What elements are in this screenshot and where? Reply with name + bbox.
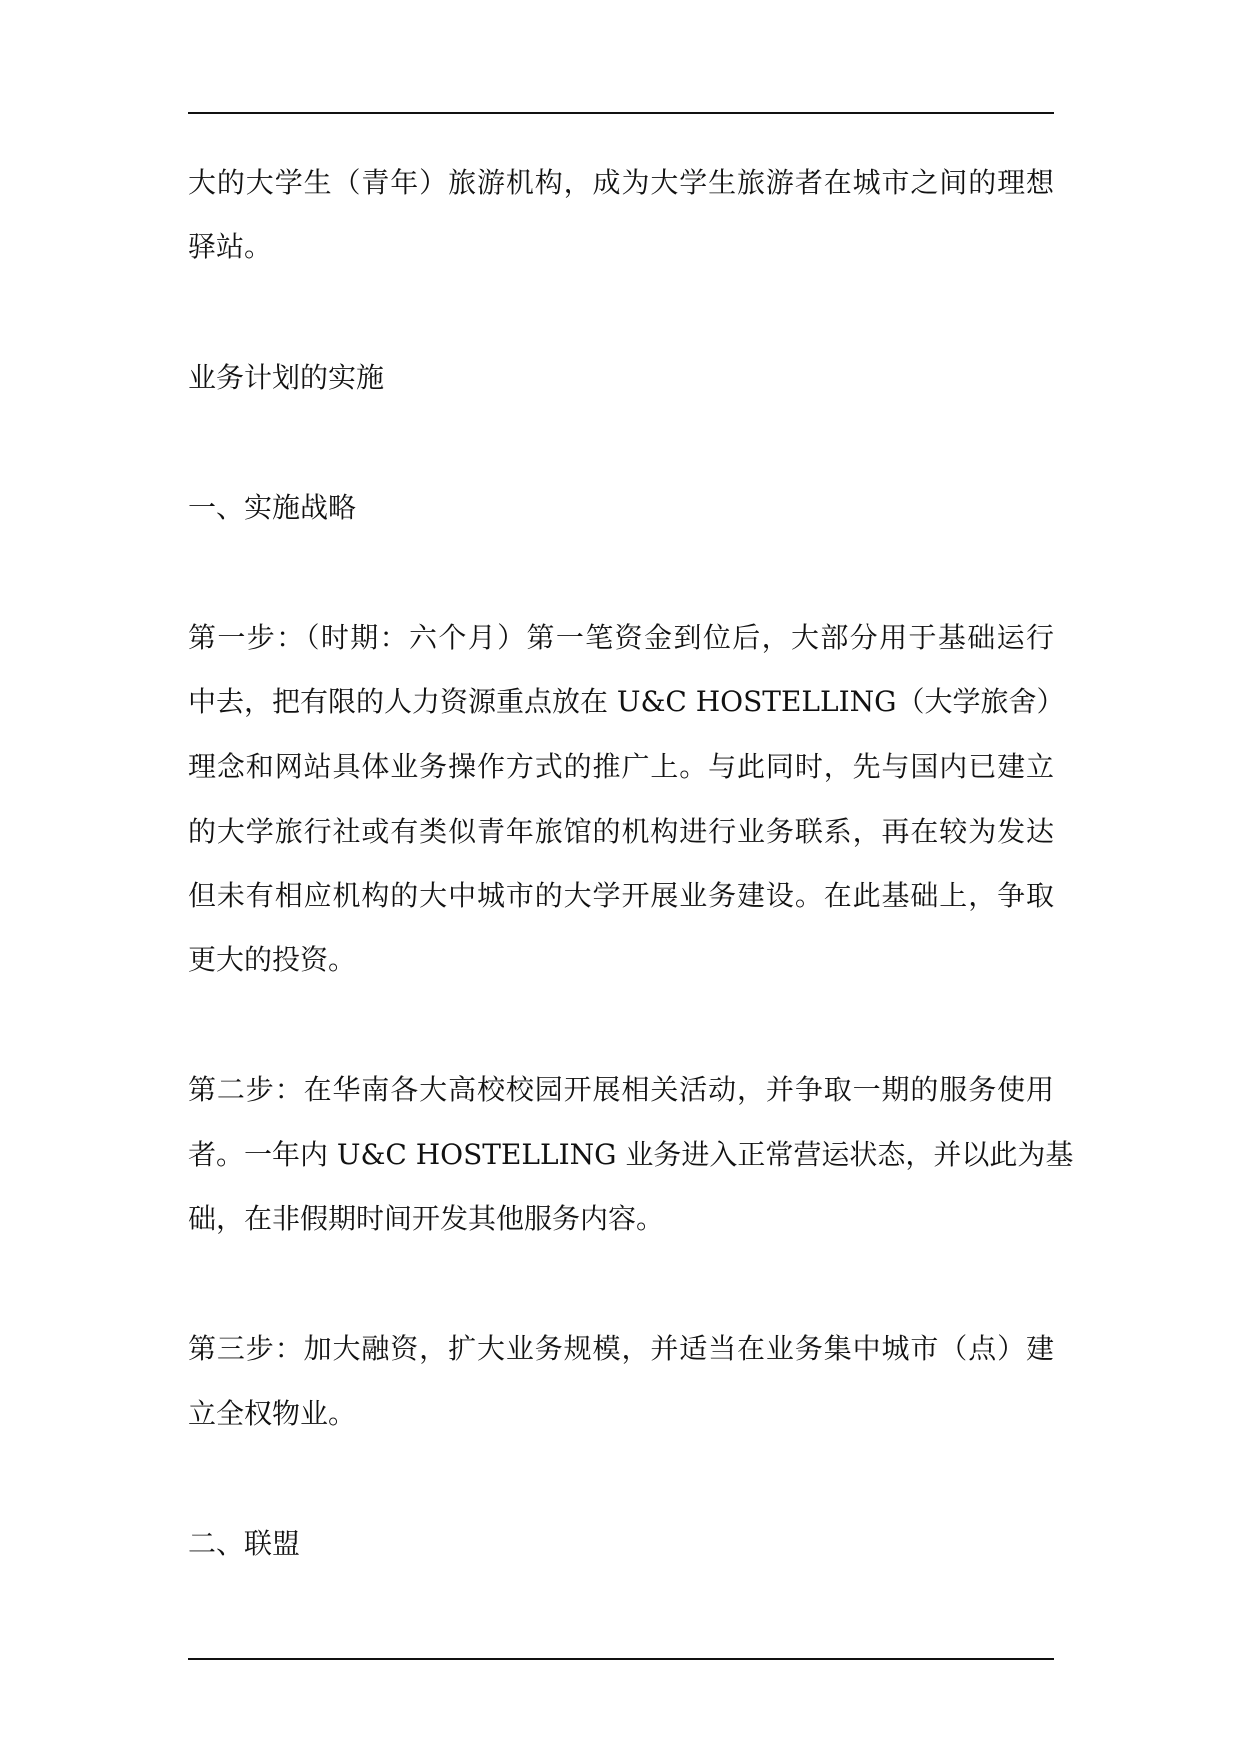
step1-line-6: 更大的投资。 xyxy=(188,943,357,976)
step2-line-1: 第二步：在华南各大高校校园开展相关活动，并争取一期的服务使用 xyxy=(188,1073,1054,1106)
section-title: 业务计划的实施 xyxy=(188,361,385,394)
heading-implementation-strategy: 一、实施战略 xyxy=(188,491,357,524)
step1-line-5: 但未有相应机构的大中城市的大学开展业务建设。在此基础上，争取 xyxy=(188,879,1054,912)
step1-line-1: 第一步：（时期：六个月）第一笔资金到位后，大部分用于基础运行 xyxy=(188,621,1054,654)
step1-line-3: 理念和网站具体业务操作方式的推广上。与此同时，先与国内已建立 xyxy=(188,750,1054,783)
header-rule xyxy=(188,112,1054,114)
intro-line-2: 驿站。 xyxy=(188,230,273,263)
step1-line-2: 中去，把有限的人力资源重点放在 U&C HOSTELLING（大学旅舍） xyxy=(188,685,1065,718)
step2-line-2: 者。一年内 U&C HOSTELLING 业务进入正常营运状态，并以此为基 xyxy=(188,1138,1074,1171)
footer-rule xyxy=(188,1658,1054,1660)
intro-line-1: 大的大学生（青年）旅游机构，成为大学生旅游者在城市之间的理想 xyxy=(188,166,1054,199)
step3-line-2: 立全权物业。 xyxy=(188,1397,357,1430)
heading-alliance: 二、联盟 xyxy=(188,1527,301,1560)
step2-line-3: 础，在非假期时间开发其他服务内容。 xyxy=(188,1202,665,1235)
step1-line-4: 的大学旅行社或有类似青年旅馆的机构进行业务联系，再在较为发达 xyxy=(188,815,1054,848)
step3-line-1: 第三步：加大融资，扩大业务规模，并适当在业务集中城市（点）建 xyxy=(188,1332,1054,1365)
